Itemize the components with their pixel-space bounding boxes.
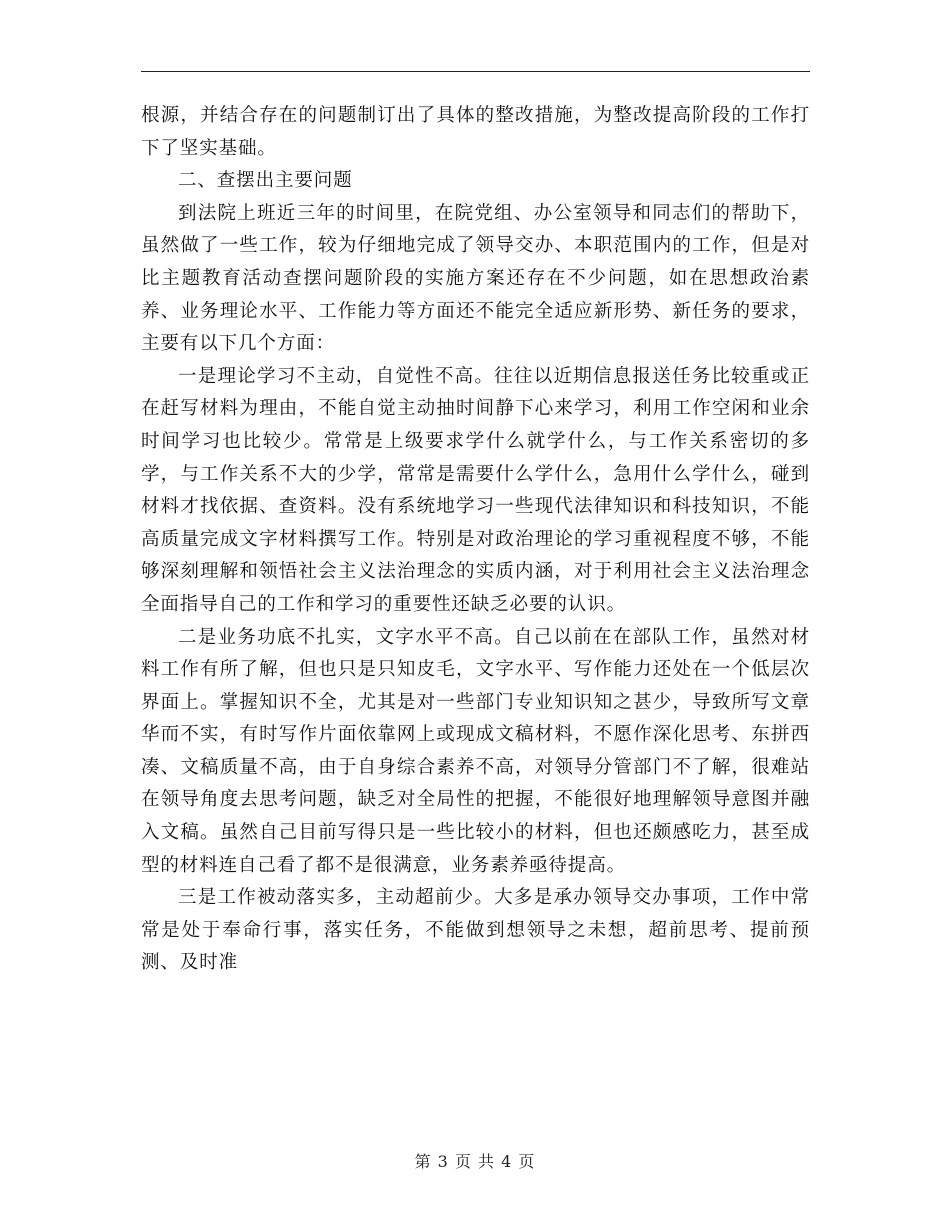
page-number-footer: 第 3 页 共 4 页: [414, 1152, 536, 1171]
paragraph-issue-3: 三是工作被动落实多，主动超前少。大多是承办领导交办事项，工作中常常是处于奉命行事，落实任务，不能做到想领导之未想，超前思考、提前预测、及时准: [141, 887, 810, 974]
document-body: [141, 100, 810, 980]
paragraph-continuation: 根源，并结合存在的问题制订出了具体的整改措施，为整改提高阶段的工作打下了坚实基础。: [141, 105, 810, 159]
section-heading: 二、查摆出主要问题: [178, 170, 353, 192]
paragraph-intro: 到法院上班近三年的时间里，在院党组、办公室领导和同志们的帮助下，虽然做了一些工作，较为仔细地完成了领导交办、本职范围内的工作，但是对比主题教育活动查摆问题阶段的实施方案还存在不少问题，如在思想政治素养、业务理论水平、工作能力等方面还不能完全适应新形势、新任务的要求，主要有以下几个方面：: [141, 202, 810, 355]
paragraph-issue-1: 一是理论学习不主动，自觉性不高。往往以近期信息报送任务比较重或正在赶写材料为理由，不能自觉主动抽时间静下心来学习，利用工作空闲和业余时间学习也比较少。常常是上级要求学什么就学什么，与工作关系密切的多学，与工作关系不大的少学，常常是需要什么学什么，急用什么学什么，碰到材料才找依据、查资料。没有系统地学习一些现代法律知识和科技知识，不能高质量完成文字材料撰写工作。特别是对政治理论的学习重视程度不够，不能够深刻理解和领悟社会主义法治理念的实质内涵，对于利用社会主义法治理念全面指导自己的工作和学习的重要性还缺乏必要的认识。: [141, 365, 810, 615]
paragraph-issue-2: 二是业务功底不扎实，文字水平不高。自己以前在在部队工作，虽然对材料工作有所了解，但也只是只知皮毛，文字水平、写作能力还处在一个低层次界面上。掌握知识不全，尤其是对一些部门专业知识知之甚少，导致所写文章华而不实，有时写作片面依靠网上或现成文稿材料，不愿作深化思考、东拼西凑、文稿质量不高，由于自身综合素养不高，对领导分管部门不了解，很难站在领导角度去思考问题，缺乏对全局性的把握，不能很好地理解领导意图并融入文稿。虽然自己目前写得只是一些比较小的材料，但也还颇感吃力，甚至成型的材料连自己看了都不是很满意，业务素养亟待提高。: [141, 626, 810, 876]
header-rule: [141, 71, 810, 72]
